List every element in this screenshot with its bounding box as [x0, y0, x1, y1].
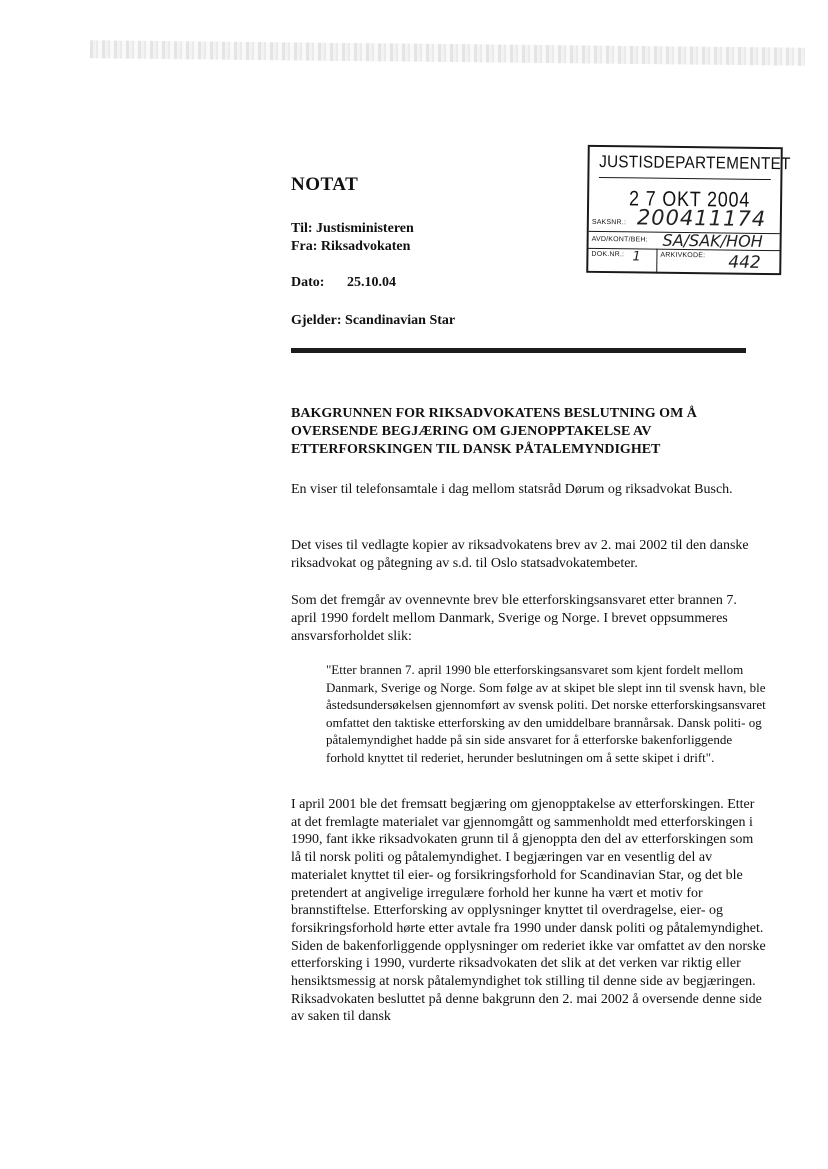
stamp-title: JUSTISDEPARTEMENTET	[599, 147, 771, 180]
date-label: Dato:	[291, 275, 325, 290]
stamp-date: 2 7 OKT 2004	[628, 187, 751, 212]
stamp-divider	[656, 249, 657, 274]
memo-title: BAKGRUNNEN FOR RIKSADVOKATENS BESLUTNING OM Å OVERSENDE BEGJÆRING OM GJENOPPTAKELSE AV ETTERFORSKINGEN TIL DANSK PÅTALEMYNDIGHET	[291, 406, 697, 457]
received-stamp	[586, 145, 791, 275]
stamp-avd-value: SA/SAK/HOH	[662, 230, 763, 251]
stamp-saksnr-label: SAKSNR.:	[591, 218, 627, 227]
block-quote: "Etter brannen 7. april 1990 ble etterforskingsansvaret som kjent fordelt mellom Danmark, Sverige og Norge. Som følge av at skipet ble slept inn til svensk havn, ble åstedsundersøkelsen gjennomført av svensk politi. Det norske etterforskingsansvaret omfattet den taktiske etterforsking av den umiddelbare brannårsak. Dansk politi- og påtalemyndighet hadde på sin side ansvaret for å etterforske bakenforliggende forhold knyttet til rederiet, herunder beslutningen om å sette skipet i drift".	[326, 662, 766, 765]
paragraph-2: Det vises til vedlagte kopier av riksadvokatens brev av 2. mai 2002 til den danske riksadvokat og påtegning av s.d. til Oslo statsadvokatembeter.	[291, 538, 749, 571]
paragraph-3: Som det fremgår av ovennevnte brev ble etterforskingsansvaret etter brannen 7. april 1990 fordelt mellom Danmark, Sverige og Norge. I brevet oppsummeres ansvarsforholdet slik:	[291, 593, 737, 644]
header-divider	[291, 348, 746, 353]
stamp-arkiv-label: ARKIVKODE:	[660, 251, 706, 260]
scan-artifact	[90, 40, 805, 65]
document-type: NOTAT	[291, 174, 359, 195]
stamp-doknr-value: 1	[632, 249, 641, 265]
stamp-saksnr-value: 200411174	[636, 205, 767, 231]
paragraph-4: I april 2001 ble det fremsatt begjæring om gjenopptakelse av etterforskingen. Etter at det fremlagte materialet var gjennomgått og sammenholdt med etterforskingen i 1990, fant ikke riksadvokaten grunn til å gjenoppta den del av etterforskingen som lå til norsk politi og påtalemyndighet. I begjæringen var en vesentlig del av materialet knyttet til eier- og forsikringsforhold for Scandinavian Star, og det ble pretendert at angivelige irregulære forhold her kunne ha vært et motiv for brannstiftelse. Etterforsking av opplysninger knyttet til overdragelse, eier- og forsikringsforhold hørte etter avtale fra 1990 under dansk politi og påtalemyndighet. Siden de bakenforliggende opplysninger om rederiet ikke var omfattet av den norske etterforsking i 1990, vurderte riksadvokaten det slik at det verken var riktig eller hensiktsmessig at norsk påtalemyndighet tok stilling til denne side av begjæringen. Riksadvokaten besluttet på denne bakgrunn den 2. mai 2002 å oversende denne side av saken til dansk	[291, 797, 766, 1025]
stamp-arkiv-value: 442	[728, 252, 761, 273]
date-value: 25.10.04	[347, 275, 396, 290]
subject: Gjelder: Scandinavian Star	[291, 313, 456, 328]
paragraph-1: En viser til telefonsamtale i dag mellom statsråd Dørum og riksadvokat Busch.	[291, 482, 733, 497]
sender: Fra: Riksadvokaten	[291, 239, 411, 254]
stamp-avd-label: AVD/KONT/BEH:	[591, 235, 648, 244]
stamp-doknr-label: DOK.NR.:	[591, 250, 625, 259]
recipient: Til: Justisministeren	[291, 221, 414, 236]
